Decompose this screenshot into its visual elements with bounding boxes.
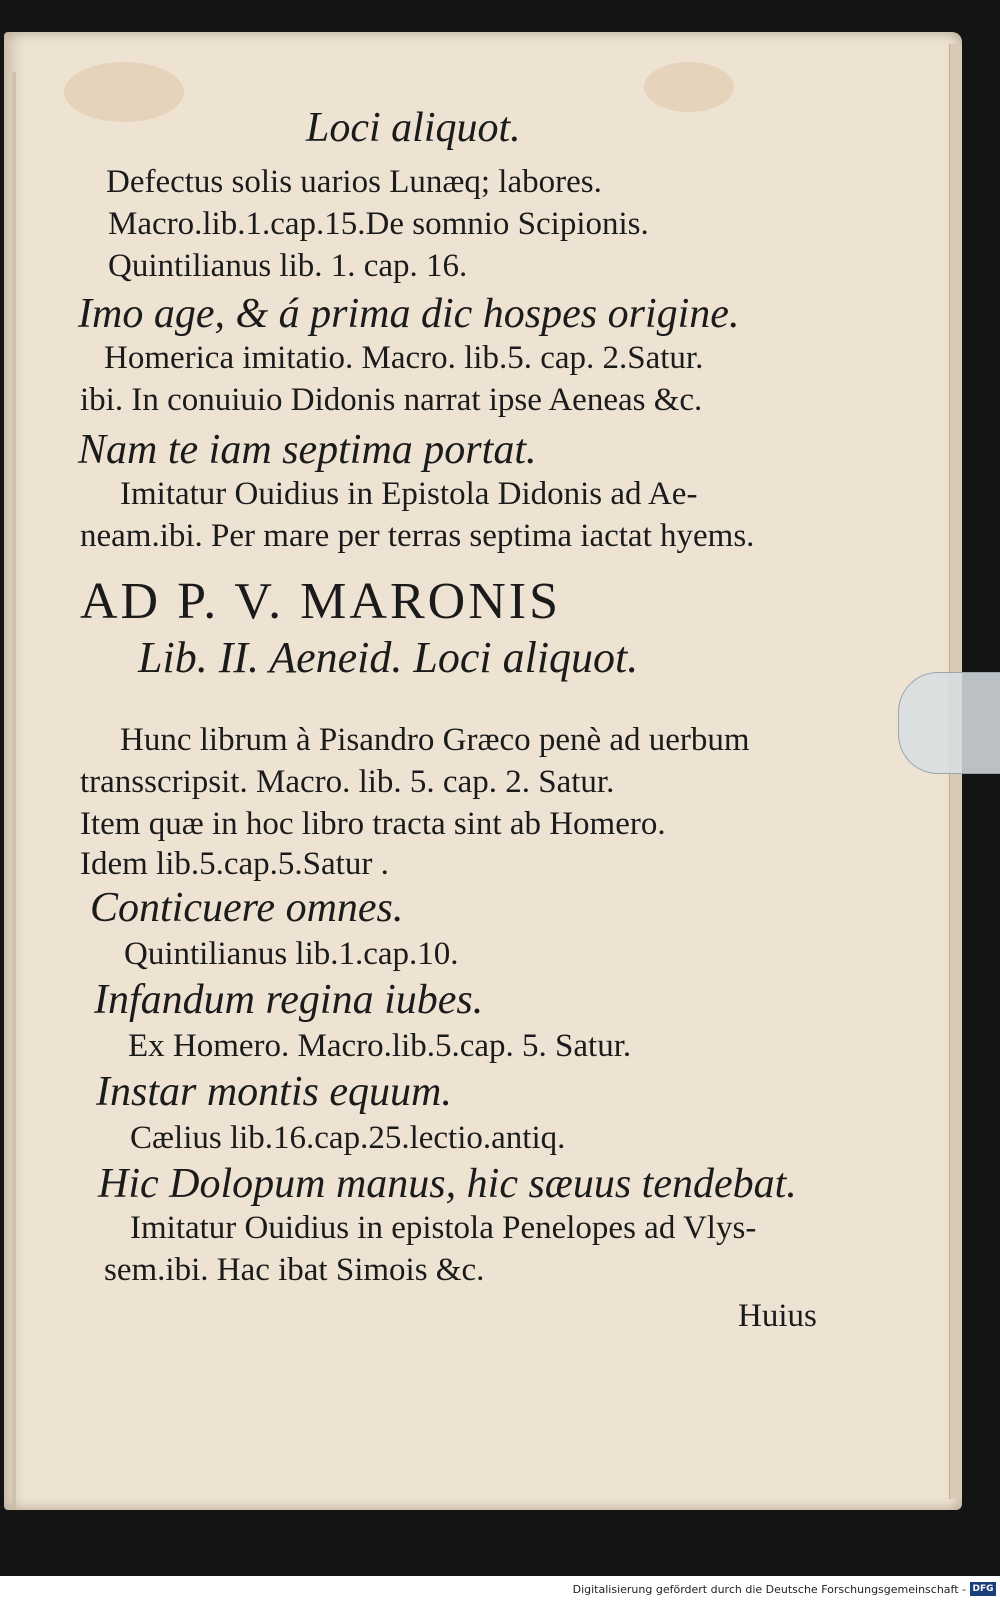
text-line: Homerica imitatio. Macro. lib.5. cap. 2.Satur.	[104, 340, 704, 376]
dfg-logo-icon: DFG	[970, 1582, 996, 1596]
section-heading: AD P. V. MARONIS	[80, 573, 561, 630]
text-line: sem.ibi. Hac ibat Simois &c.	[104, 1252, 485, 1288]
footer-bar	[0, 1576, 1000, 1600]
text-line: Imitatur Ouidius in epistola Penelopes ad Vlys-	[130, 1210, 757, 1246]
text-line: transscripsit. Macro. lib. 5. cap. 2. Satur.	[80, 764, 615, 800]
verse-lemma: Hic Dolopum manus, hic sæuus tendebat.	[98, 1161, 797, 1207]
verse-lemma: Imo age, & á prima dic hospes origine.	[78, 291, 740, 337]
text-line: Quintilianus lib.1.cap.10.	[124, 936, 459, 972]
book-page	[4, 32, 962, 1510]
verse-lemma: Infandum regina iubes.	[94, 977, 484, 1023]
section-subheading: Lib. II. Aeneid. Loci aliquot.	[138, 633, 639, 682]
text-line: Hunc librum à Pisandro Græco penè ad uerbum	[120, 722, 750, 758]
page-gutter	[12, 72, 16, 1510]
text-line: neam.ibi. Per mare per terras septima iactat hyems.	[80, 518, 755, 554]
footer-credit: Digitalisierung gefördert durch die Deutsche Forschungsgemeinschaft -	[572, 1583, 966, 1596]
text-line: Item quæ in hoc libro tracta sint ab Homero.	[80, 806, 666, 842]
verse-lemma: Conticuere omnes.	[90, 885, 404, 931]
text-line: Macro.lib.1.cap.15.De somnio Scipionis.	[108, 206, 649, 242]
text-line: Ex Homero. Macro.lib.5.cap. 5. Satur.	[128, 1028, 632, 1064]
text-line: Defectus solis uarios Lunæq; labores.	[106, 164, 602, 200]
catchword: Huius	[738, 1298, 817, 1334]
text-line: Quintilianus lib. 1. cap. 16.	[108, 248, 468, 284]
text-line: Idem lib.5.cap.5.Satur .	[80, 846, 389, 882]
text-line: Imitatur Ouidius in Epistola Didonis ad Ae-	[120, 476, 698, 512]
paper-stain	[64, 62, 184, 122]
text-line: ibi. In conuiuio Didonis narrat ipse Aeneas &c.	[80, 382, 703, 418]
verse-lemma: Instar montis equum.	[96, 1069, 452, 1115]
verse-lemma: Nam te iam septima portat.	[78, 427, 537, 473]
page-tab-marker	[898, 672, 1000, 774]
text-line: Cælius lib.16.cap.25.lectio.antiq.	[130, 1120, 566, 1156]
paper-stain	[644, 62, 734, 112]
running-header: Loci aliquot.	[306, 105, 521, 151]
